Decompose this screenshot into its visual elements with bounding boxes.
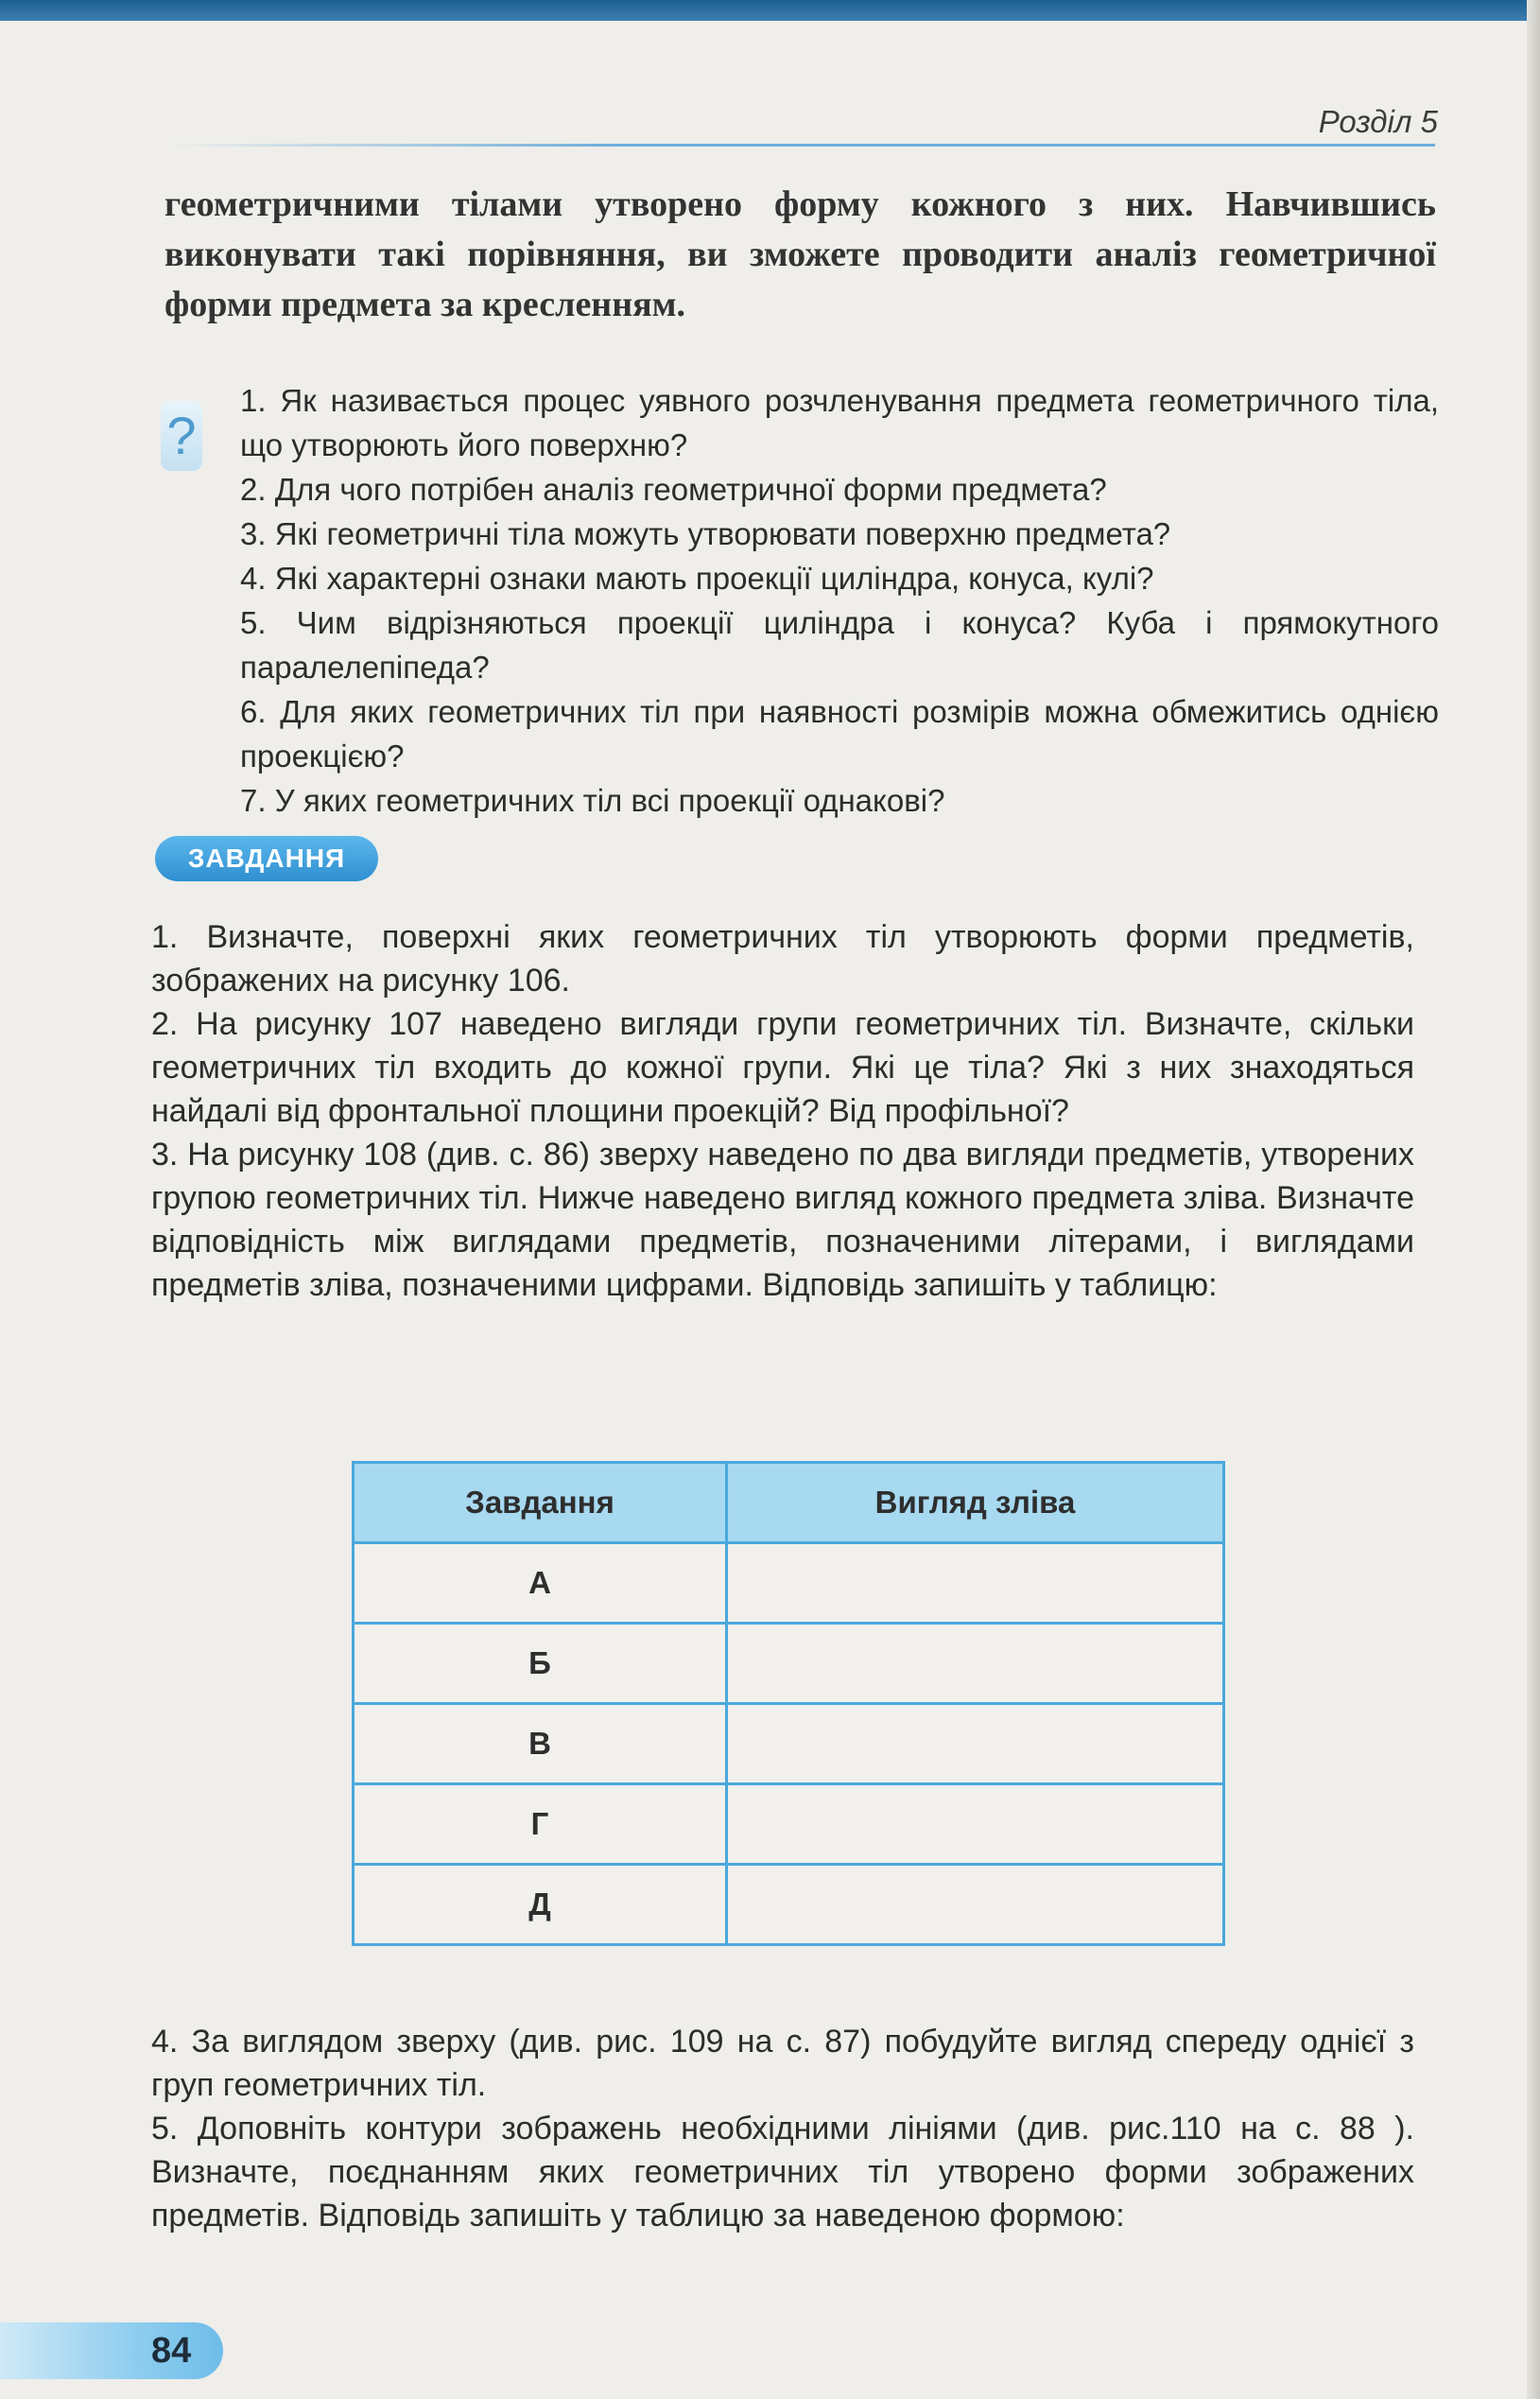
page-edge-shadow [1527,0,1540,2399]
table-cell-answer[interactable] [727,1543,1224,1624]
table-header-task: Завдання [354,1463,727,1543]
section-label: Розділ 5 [1318,104,1438,139]
table-cell-letter: Б [354,1624,727,1704]
tasks-badge: ЗАВДАННЯ [155,836,378,881]
tasks-list [151,915,1414,1307]
task-item: 1. Визначте, поверхні яких геометричних тіл утворюють форми предметів, зображених на рисунку 106. [151,919,1414,999]
table-cell-answer[interactable] [727,1704,1224,1784]
top-color-band [0,0,1540,21]
header-rule [168,144,1435,147]
table-row [354,1784,1224,1865]
table-row [354,1624,1224,1704]
task-item: 3. На рисунку 108 (див. с. 86) зверху наведено по два вигляди предметів, утворених групою геометричних тіл. Нижче наведено вигляд кожного предмета зліва. Визначте відповідність між виглядами предметів, позначеними літерами, і виглядами предметів зліва, позначеними цифрами. Відповідь запишіть у таблицю: [151,1137,1414,1303]
table-row [354,1543,1224,1624]
question-item: 4. Які характерні ознаки мають проекції циліндра, конуса, кулі? [240,561,1154,596]
question-item: 7. У яких геометричних тіл всі проекції однакові? [240,783,945,818]
task-item: 4. За виглядом зверху (див. рис. 109 на с. 87) побудуйте вигляд спереду однієї з груп геометричних тіл. [151,2024,1414,2103]
table-cell-letter: Д [354,1865,727,1945]
table-row [354,1704,1224,1784]
question-item: 5. Чим відрізняються проекції циліндра і конуса? Куба і прямокутного паралелепіпеда? [240,605,1439,685]
question-item: 6. Для яких геометричних тіл при наявності розмірів можна обмежитись однією проекцією? [240,694,1439,774]
task-item: 2. На рисунку 107 наведено вигляди групи геометричних тіл. Визначте, скільки геометричних тіл входить до кожної групи. Які це тіла? Які з них знаходяться найдалі від фронтальної площини проекцій? Від профільної? [151,1006,1414,1129]
question-item: 2. Для чого потрібен аналіз геометричної форми предмета? [240,472,1107,507]
page-number: 84 [151,2331,192,2371]
task-item: 5. Доповніть контури зображень необхідними лініями (див. рис.110 на с. 88 ). Визначте, поєднанням яких геометричних тіл утворено форми зображених предметів. Відповідь запишіть у таблицю за наведеною формою: [151,2111,1414,2234]
question-item: 3. Які геометричні тіла можуть утворювати поверхню предмета? [240,516,1171,551]
question-mark-icon: ? [161,401,202,471]
table-row [354,1865,1224,1945]
table-cell-letter: А [354,1543,727,1624]
table-header-left-view: Вигляд зліва [727,1463,1224,1543]
table-cell-letter: В [354,1704,727,1784]
table-header-row [354,1463,1224,1543]
question-item: 1. Як називається процес уявного розчленування предмета геометричного тіла, що утворюють його поверхню? [240,383,1439,462]
answer-table [352,1461,1225,1946]
intro-paragraph: геометричними тілами утворено форму кожного з них. Навчившись виконувати такі порівняння, ви зможете проводити аналіз геометричної форми предмета за кресленням. [164,184,1436,324]
tasks-list-continued [151,2020,1414,2237]
review-questions-list [240,378,1439,823]
table-cell-answer[interactable] [727,1624,1224,1704]
table-cell-answer[interactable] [727,1784,1224,1865]
table-cell-answer[interactable] [727,1865,1224,1945]
table-cell-letter: Г [354,1784,727,1865]
